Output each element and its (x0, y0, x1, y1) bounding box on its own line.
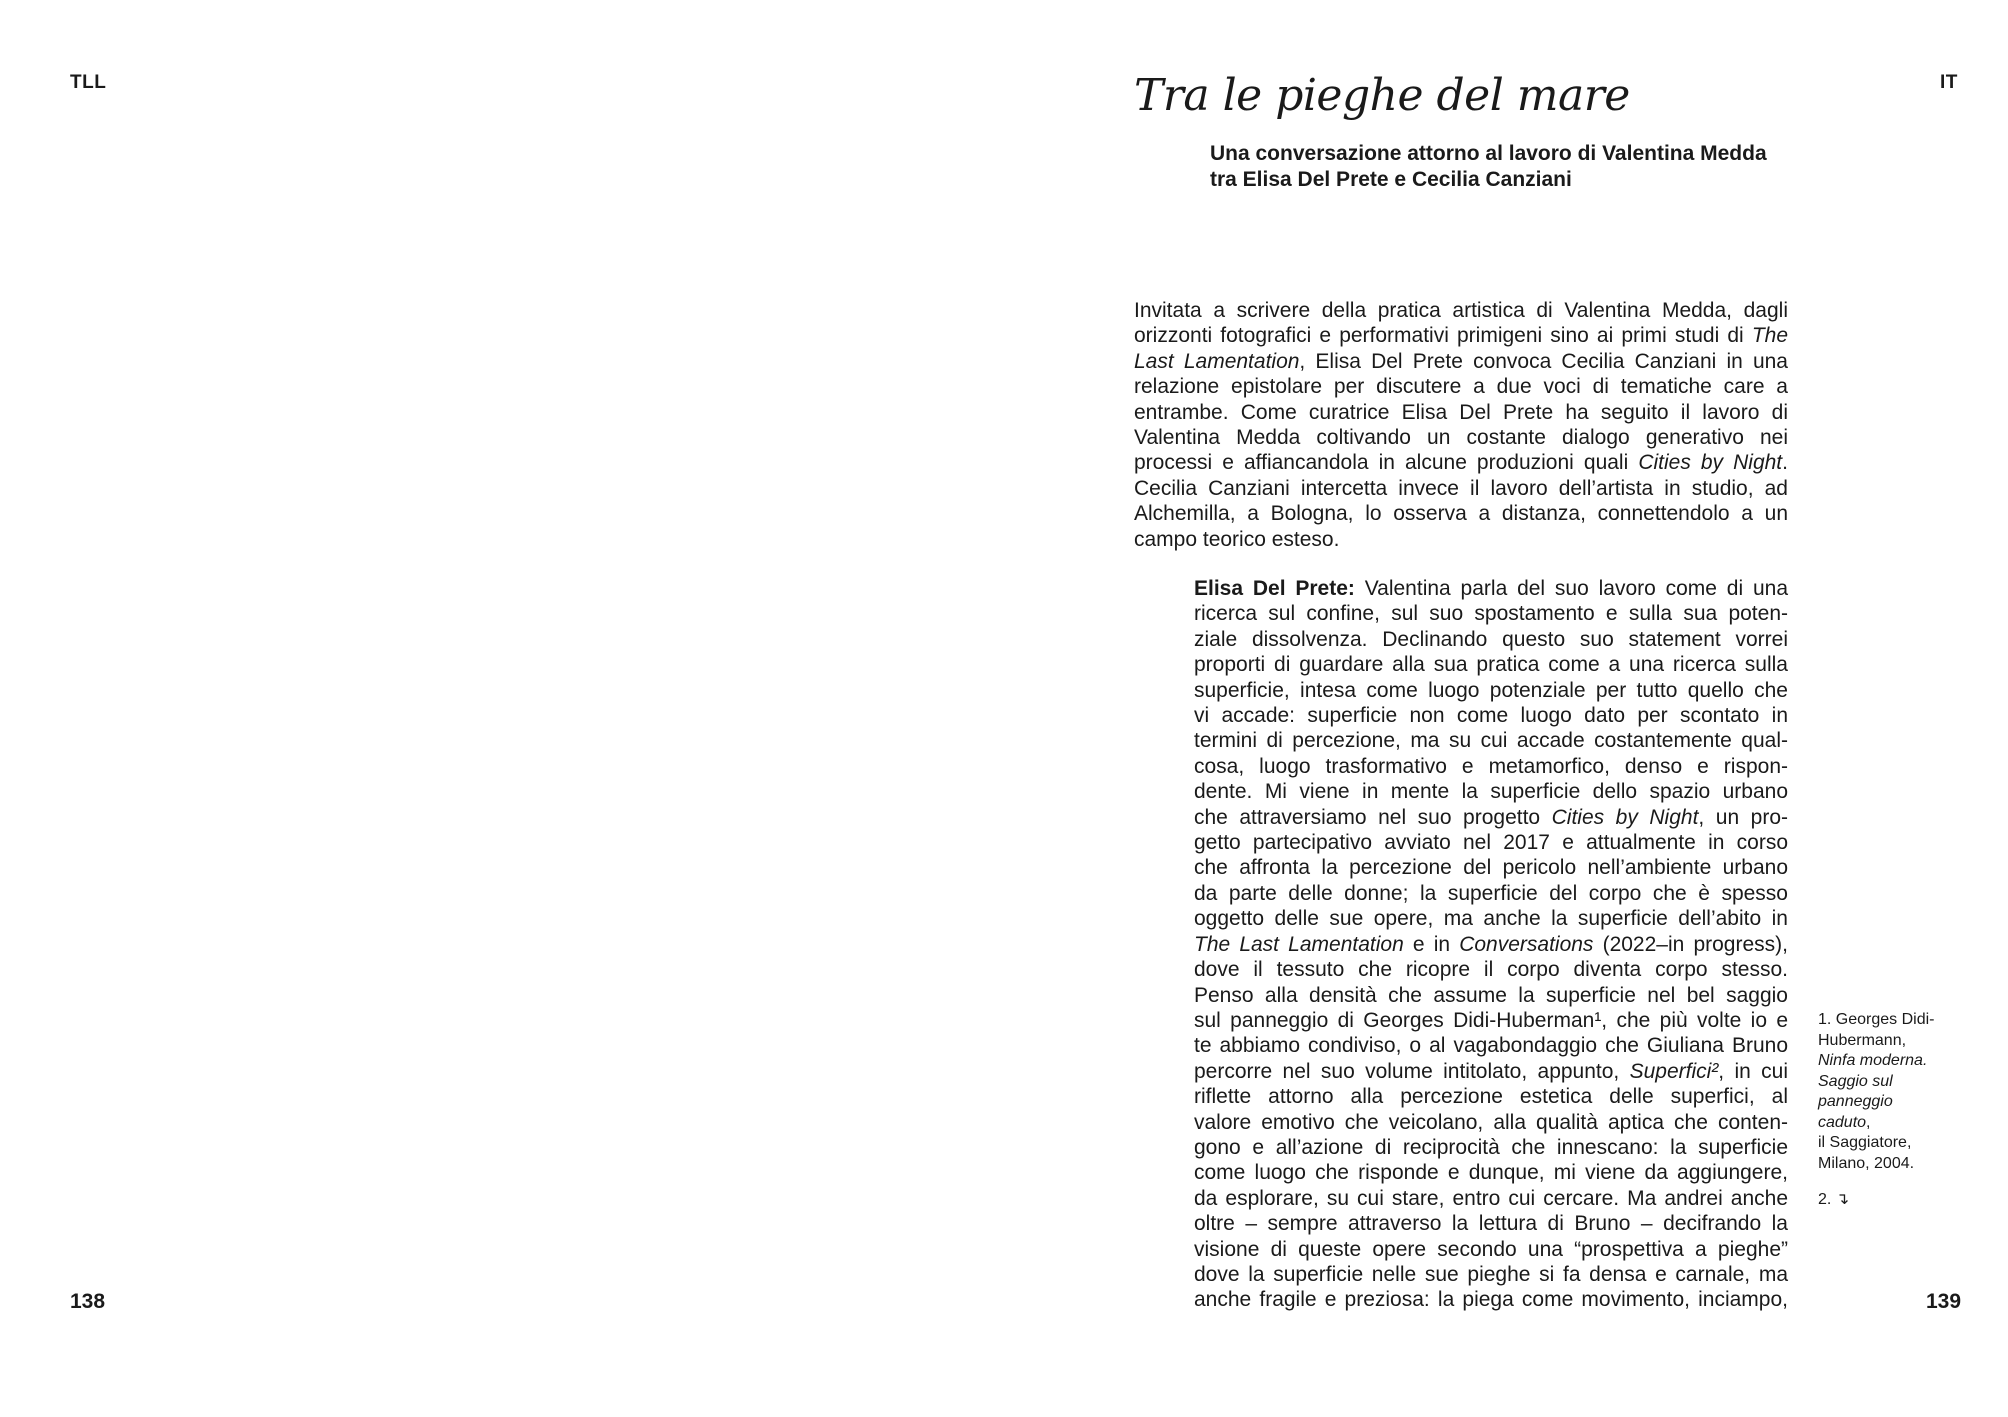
dialogue-text: Penso alla densità che assume la superficie nel bel saggio (1194, 983, 1788, 1007)
dialogue-text: vi accade: superficie non come luogo dato per scontato in (1194, 704, 1788, 728)
footnote-1 (1818, 1010, 1938, 1174)
dialogue-line (1194, 1287, 1788, 1312)
page-number-left: 138 (70, 1290, 106, 1313)
article-subtitle (1210, 141, 1767, 193)
dialogue-text: te abbiamo condiviso, o al vagabondaggio che Giuliana Bruno (1194, 1034, 1788, 1058)
dialogue-line (1194, 601, 1788, 626)
dialogue-text: termini di percezione, ma su cui accade costantemente qual- (1194, 729, 1788, 753)
dialogue-text: da esplorare, su cui stare, entro cui cercare. Ma andrei anche (1194, 1186, 1788, 1210)
dialogue-line (1194, 678, 1788, 703)
intro-text-2: , Elisa Del Prete convoca Cecilia Canziani in una relazione epistolare per discutere a due voci di tematiche care a entrambe. Come curatrice Elisa Del Prete ha seguito il lavoro di Valentina Medda coltivando un costante dialogo generativo nei processi e affiancandola in alcune produzioni quali (1134, 349, 1788, 475)
dialogue-line (1194, 754, 1788, 779)
footnote-1-line: il Saggiatore, (1818, 1134, 1912, 1151)
dialogue-line (1194, 1237, 1788, 1262)
dialogue-line (1194, 1135, 1788, 1160)
dialogue-text: gono e all’azione di reciprocità che innescano: la superficie (1194, 1135, 1788, 1159)
dialogue-text: e in (1403, 932, 1460, 956)
dialogue-text: ricerca sul confine, sul suo spostamento e sulla sua poten- (1194, 602, 1788, 626)
intro-text-3: . Cecilia Canziani intercetta invece il lavoro dell’artista in studio, ad Alchemilla, a Bologna, lo osserva a distanza, connettendolo a un campo teorico esteso. (1134, 451, 1788, 551)
running-head-right: IT (1940, 72, 1958, 93)
dialogue-work-title: Superfici² (1629, 1059, 1719, 1083)
dialogue-text: (2022–in progress), (1593, 932, 1788, 956)
dialogue-line (1194, 805, 1788, 830)
dialogue-line (1194, 855, 1788, 880)
dialogue-line (1194, 881, 1788, 906)
dialogue-line (1194, 779, 1788, 804)
footnote-1-book-title: caduto (1818, 1113, 1867, 1131)
footnote-1-comma: , (1866, 1113, 1871, 1131)
dialogue-line (1194, 1008, 1788, 1033)
dialogue-text: valore emotivo che veicolano, alla qualità aptica che conten- (1194, 1110, 1788, 1134)
dialogue-text: , in cui (1718, 1059, 1788, 1083)
footnote-1-line: Hubermann, (1818, 1031, 1907, 1049)
dialogue-text: riflette attorno alla percezione estetica delle superfici, al (1194, 1085, 1788, 1109)
dialogue-line (1194, 1033, 1788, 1058)
dialogue-line (1194, 932, 1788, 957)
footnote-1-book-title: panneggio (1818, 1093, 1893, 1110)
article-title: Tra le pieghe del mare (1134, 70, 1630, 121)
dialogue-line (1194, 1059, 1788, 1084)
dialogue-text: Valentina parla del suo lavoro come di una (1354, 577, 1788, 600)
dialogue-work-title: Conversations (1459, 932, 1594, 956)
dialogue-text: ziale dissolvenza. Declinando questo suo statement vorrei (1194, 627, 1788, 651)
dialogue-line (1194, 1084, 1788, 1109)
dialogue-text: da parte delle donne; la superficie del corpo che è spesso (1194, 881, 1788, 905)
dialogue-paragraph (1194, 576, 1788, 1313)
running-head-left: TLL (70, 72, 107, 93)
dialogue-text: sul panneggio di Georges Didi-Huberman¹, che più volte io e (1194, 1008, 1788, 1032)
dialogue-text: superficie, intesa come luogo potenziale per tutto quello che (1194, 678, 1788, 702)
dialogue-line (1194, 1186, 1788, 1211)
footnote-1-line: Milano, 2004. (1818, 1154, 1915, 1172)
subtitle-line-2: tra Elisa Del Prete e Cecilia Canziani (1210, 168, 1572, 191)
dialogue-text: oltre – sempre attraverso la lettura di Bruno – decifrando la (1194, 1212, 1788, 1236)
dialogue-text: proporti di guardare alla sua pratica come a una ricerca sulla (1194, 653, 1788, 677)
dialogue-text: che attraversiamo nel suo progetto (1194, 805, 1552, 829)
footnote-1-line (1818, 1113, 1938, 1134)
dialogue-line (1194, 1160, 1788, 1185)
dialogue-text: come luogo che risponde e dunque, mi viene da aggiungere, (1194, 1161, 1788, 1185)
dialogue-line (1194, 627, 1788, 652)
intro-paragraph (1134, 298, 1788, 552)
dialogue-text: cosa, luogo trasformativo e metamorfico, denso e rispon- (1194, 754, 1788, 778)
dialogue-line (1194, 1262, 1788, 1287)
speaker-name: Elisa Del Prete: (1194, 577, 1355, 600)
dialogue-line (1194, 906, 1788, 931)
intro-title-cities-by-night: Cities by Night (1638, 451, 1783, 475)
dialogue-text: oggetto delle sue opere, ma anche la superficie dell’abito in (1194, 907, 1788, 931)
page-number-right: 139 (1926, 1290, 1962, 1313)
dialogue-text: dove il tessuto che ricopre il corpo diventa corpo stesso. (1194, 958, 1788, 982)
footnote-1-book-title: Ninfa moderna. (1818, 1052, 1928, 1069)
dialogue-text: getto partecipativo avviato nel 2017 e attualmente in corso (1194, 831, 1788, 855)
dialogue-line (1194, 652, 1788, 677)
dialogue-line (1194, 703, 1788, 728)
footnote-1-book-title: Saggio sul (1818, 1072, 1893, 1090)
dialogue-text: , un pro- (1698, 805, 1788, 829)
dialogue-line (1194, 830, 1788, 855)
dialogue-text: dente. Mi viene in mente la superficie dello spazio urbano (1194, 780, 1788, 804)
dialogue-text: anche fragile e preziosa: la piega come movimento, inciampo, (1194, 1288, 1788, 1312)
dialogue-text: dove la superficie nelle sue pieghe si fa densa e carnale, ma (1194, 1262, 1788, 1286)
dialogue-line (1194, 728, 1788, 753)
footnote-1-line: 1. Georges Didi- (1818, 1011, 1935, 1028)
dialogue-line (1194, 957, 1788, 982)
dialogue-text: che affronta la percezione del pericolo nell’ambiente urbano (1194, 856, 1788, 880)
dialogue-line (1194, 576, 1788, 601)
dialogue-line (1194, 983, 1788, 1008)
dialogue-text: percorre nel suo volume intitolato, appunto, (1194, 1059, 1630, 1083)
dialogue-work-title: The Last Lamentation (1194, 932, 1404, 956)
intro-title-the-last-lamentation: The Last Lamentation (1134, 324, 1788, 373)
footnote-2: 2. ↴ (1818, 1191, 1850, 1208)
dialogue-line (1194, 1211, 1788, 1236)
dialogue-work-title: Cities by Night (1551, 805, 1699, 829)
subtitle-line-1: Una conversazione attorno al lavoro di Valentina Medda (1210, 142, 1767, 165)
dialogue-text: visione di queste opere secondo una “prospettiva a pieghe” (1194, 1237, 1788, 1261)
intro-text-1: Invitata a scrivere della pratica artistica di Valentina Medda, dagli orizzonti fotografici e performativi primigeni sino ai primi studi di (1134, 299, 1788, 348)
dialogue-line (1194, 1110, 1788, 1135)
